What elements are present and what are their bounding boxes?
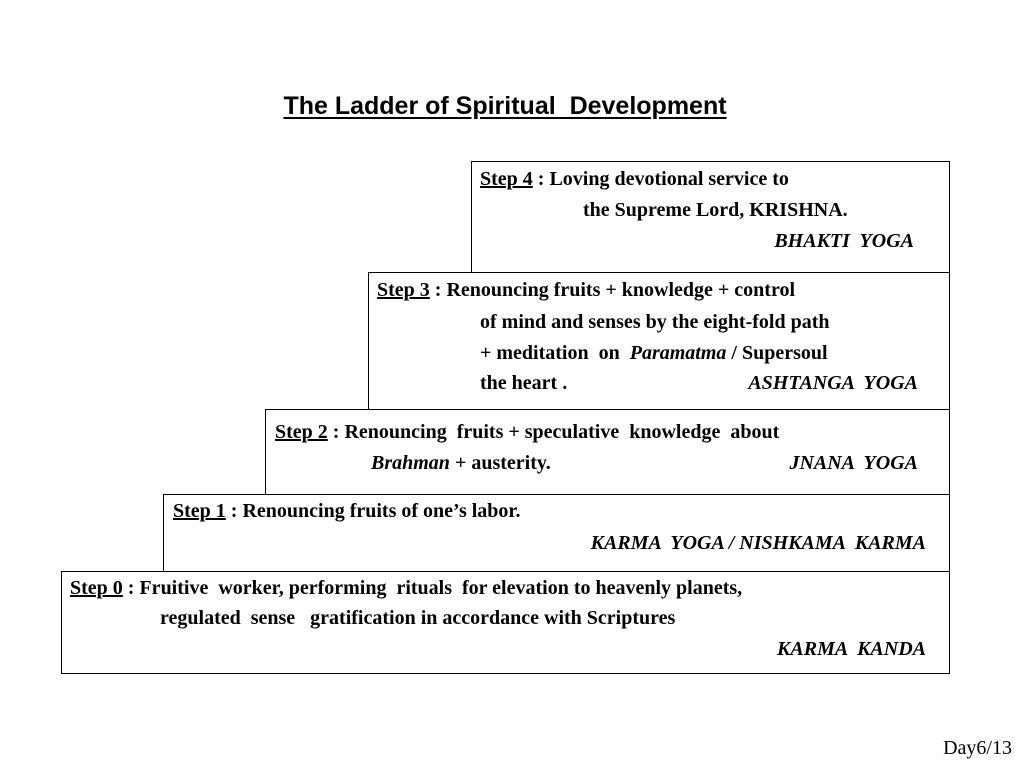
step-2-text-1: Renouncing fruits + speculative knowledge about bbox=[344, 421, 780, 443]
step-3-text-1: Renouncing fruits + knowledge + control bbox=[446, 279, 796, 301]
step-0-yoga: KARMA KANDA bbox=[777, 638, 926, 660]
step-0-text-2: regulated sense gratification in accordance with Scriptures bbox=[160, 607, 676, 629]
step-4-text-1: Loving devotional service to bbox=[549, 168, 789, 190]
step-0-text-1: Fruitive worker, performing rituals for elevation to heavenly planets, bbox=[139, 577, 743, 599]
paramatma-text: Paramatma bbox=[629, 342, 727, 364]
step-4-text-2: the Supreme Lord, KRISHNA. bbox=[583, 199, 848, 221]
step-2-yoga: JNANA YOGA bbox=[789, 452, 918, 474]
step-4-yoga: BHAKTI YOGA bbox=[774, 230, 914, 252]
step-4-box bbox=[471, 161, 950, 274]
step-3-text-4: the heart . bbox=[480, 372, 568, 394]
step-4-label: Step 4 bbox=[480, 168, 533, 190]
step-3-label: Step 3 bbox=[377, 279, 430, 301]
step-4-line-1: Step 4 : Loving devotional service to bbox=[480, 168, 789, 190]
step-3-box bbox=[368, 272, 950, 411]
slide-number: Day6/13 bbox=[943, 737, 1012, 759]
step-2-box bbox=[265, 409, 950, 496]
step-3-line-1: Step 3 : Renouncing fruits + knowledge + control bbox=[377, 279, 796, 301]
brahman-text: Brahman bbox=[371, 452, 450, 474]
step-0-box bbox=[61, 571, 950, 674]
step-3-text-2: of mind and senses by the eight-fold path bbox=[480, 311, 830, 333]
step-1-line-1: Step 1 : Renouncing fruits of one’s labor. bbox=[173, 500, 521, 522]
step-3-yoga: ASHTANGA YOGA bbox=[748, 372, 918, 394]
step-1-box bbox=[163, 494, 950, 573]
step-0-line-1: Step 0 : Fruitive worker, performing rituals for elevation to heavenly planets, bbox=[70, 577, 743, 599]
step-1-label: Step 1 bbox=[173, 500, 226, 522]
step-1-yoga: KARMA YOGA / NISHKAMA KARMA bbox=[590, 532, 926, 554]
step-1-text-1: Renouncing fruits of one’s labor. bbox=[242, 500, 521, 522]
step-2-line-1: Step 2 : Renouncing fruits + speculative knowledge about bbox=[275, 421, 780, 443]
step-2-label: Step 2 bbox=[275, 421, 328, 443]
step-0-label: Step 0 bbox=[70, 577, 123, 599]
step-2-line-2: Brahman + austerity. bbox=[371, 452, 551, 474]
page-title: The Ladder of Spiritual Development bbox=[283, 92, 727, 120]
step-3-line-3: + meditation on Paramatma / Supersoul bbox=[480, 342, 828, 364]
